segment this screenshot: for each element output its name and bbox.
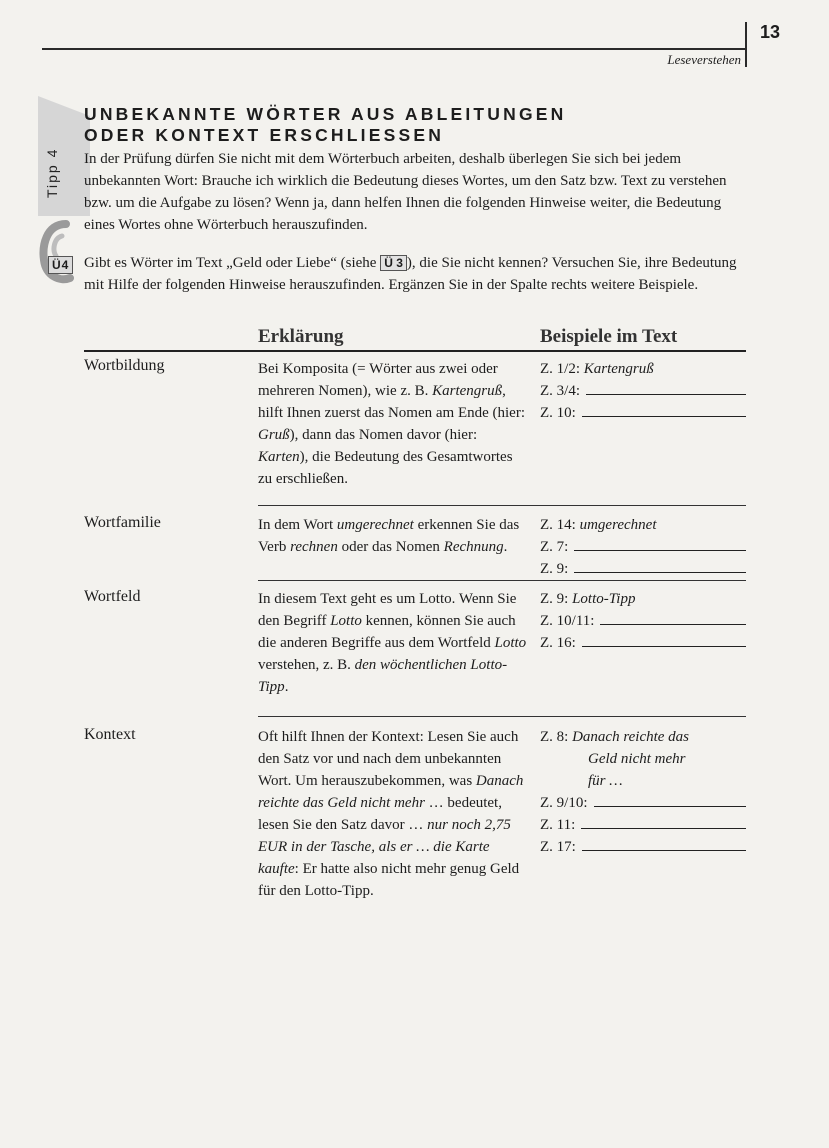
row-divider — [258, 580, 746, 581]
row-title-wortbildung: Wortbildung — [84, 357, 165, 374]
task-text-after: ), die Sie nicht kennen? Versuchen Sie, ihre Bedeutung mit Hilfe der folgenden Hinweise herauszufinden. Ergänzen Sie in der Spalte rechts weitere Beispiele. — [84, 255, 737, 293]
example-line: Z. 10: — [540, 402, 746, 424]
page-number: 13 — [760, 22, 781, 42]
example-line: Z. 3/4: — [540, 380, 746, 402]
answer-blank[interactable] — [574, 558, 746, 573]
example-line: Z. 9: Lotto-Tipp — [540, 588, 746, 610]
example-line: Z. 7: — [540, 536, 746, 558]
task-text-before: Gibt es Wörter im Text „Geld oder Liebe“ (siehe — [84, 255, 377, 271]
answer-blank[interactable] — [600, 610, 746, 625]
example-continuation: Geld nicht mehr — [588, 751, 686, 767]
row-title-wortfeld: Wortfeld — [84, 588, 141, 605]
explanation-wortfamilie: In dem Wort umgerechnet erkennen Sie das Verb rechnen oder das Nomen Rechnung. — [258, 517, 520, 555]
row-divider — [258, 505, 746, 506]
example-line: Z. 10/11: — [540, 610, 746, 632]
explanation-wortfeld: In diesem Text geht es um Lotto. Wenn Sie den Begriff Lotto kennen, können Sie auch die anderen Begriffe aus dem Wortfeld Lotto verstehen, z. B. den wöchentlichen Lotto-Tipp. — [258, 591, 527, 695]
examples-wortbildung — [540, 358, 746, 424]
examples-wortfamilie — [540, 514, 746, 580]
ear-icon — [36, 216, 82, 286]
tipp-label: Tipp 4 — [44, 147, 60, 198]
example-value: Danach reichte das — [572, 729, 690, 745]
example-line: Z. 11: — [540, 814, 746, 836]
answer-blank[interactable] — [582, 402, 746, 417]
example-value: umgerechnet — [579, 517, 657, 533]
row-title-wortfamilie: Wortfamilie — [84, 514, 161, 531]
answer-blank[interactable] — [582, 632, 746, 647]
answer-blank[interactable] — [574, 536, 746, 551]
explanation-wortbildung: Bei Komposita (= Wörter aus zwei oder mehreren Nomen), wie z. B. Kartengruß, hilft Ihnen zuerst das Nomen am Ende (hier: Gruß), dann das Nomen davor (hier: Karten), die Bedeutung des Gesamtwortes zu erschließen. — [258, 361, 525, 487]
row-divider — [258, 716, 746, 717]
answer-blank[interactable] — [594, 792, 747, 807]
table-header-rule — [84, 350, 746, 352]
example-line: Z. 9: — [540, 558, 746, 580]
answer-blank[interactable] — [581, 814, 746, 829]
header-divider — [745, 22, 747, 67]
tipp-intro: In der Prüfung dürfen Sie nicht mit dem Wörterbuch arbeiten, deshalb überlegen Sie sich bei jedem unbekannten Wort: Brauche ich wirklich die Bedeutung dieses Wortes, um den Satz bzw. Text zu verstehen bzw. um die Aufgabe zu lösen? Wenn ja, dann helfen Ihnen die folgenden Hinweise weiter, die Bedeutung eines Wortes ohne Wörterbuch herauszufinden. — [84, 151, 727, 233]
answer-blank[interactable] — [586, 380, 746, 395]
header-rule — [42, 48, 746, 50]
col-header-examples: Beispiele im Text — [540, 326, 678, 347]
example-value: Lotto-Tipp — [572, 591, 636, 607]
examples-kontext — [540, 726, 746, 858]
answer-blank[interactable] — [582, 836, 746, 851]
example-line: Z. 8: Danach reichte das — [540, 726, 746, 748]
example-value: Kartengruß — [583, 361, 654, 377]
example-line: Z. 1/2: Kartengruß — [540, 358, 746, 380]
tipp-heading — [84, 104, 567, 146]
heading-line-2: ODER KONTEXT ERSCHLIESSEN — [84, 125, 445, 145]
explanation-kontext: Oft hilft Ihnen der Kontext: Lesen Sie auch den Satz vor und nach dem unbekannten Wort. Um herauszubekommen, was Danach reichte das Geld nicht mehr … bedeutet, lesen Sie den Satz davor … nur noch 2,75 EUR in der Tasche, als er … die Karte kaufte: Er hatte also nicht mehr genug Geld für den Lotto-Tipp. — [258, 729, 524, 899]
example-line: Z. 9/10: — [540, 792, 746, 814]
row-title-kontext: Kontext — [84, 726, 136, 743]
example-line: Z. 17: — [540, 836, 746, 858]
example-line: Z. 14: umgerechnet — [540, 514, 746, 536]
task-instruction — [84, 252, 746, 296]
heading-line-1: UNBEKANNTE WÖRTER AUS ABLEITUNGEN — [84, 104, 567, 124]
examples-wortfeld — [540, 588, 746, 654]
exercise-ref-badge: Ü 3 — [380, 255, 407, 271]
example-line: Z. 16: — [540, 632, 746, 654]
example-continuation: für … — [588, 773, 623, 789]
exercise-badge: Ü4 — [48, 256, 73, 274]
section-title: Leseverstehen — [667, 52, 741, 67]
col-header-explanation: Erklärung — [258, 326, 344, 347]
